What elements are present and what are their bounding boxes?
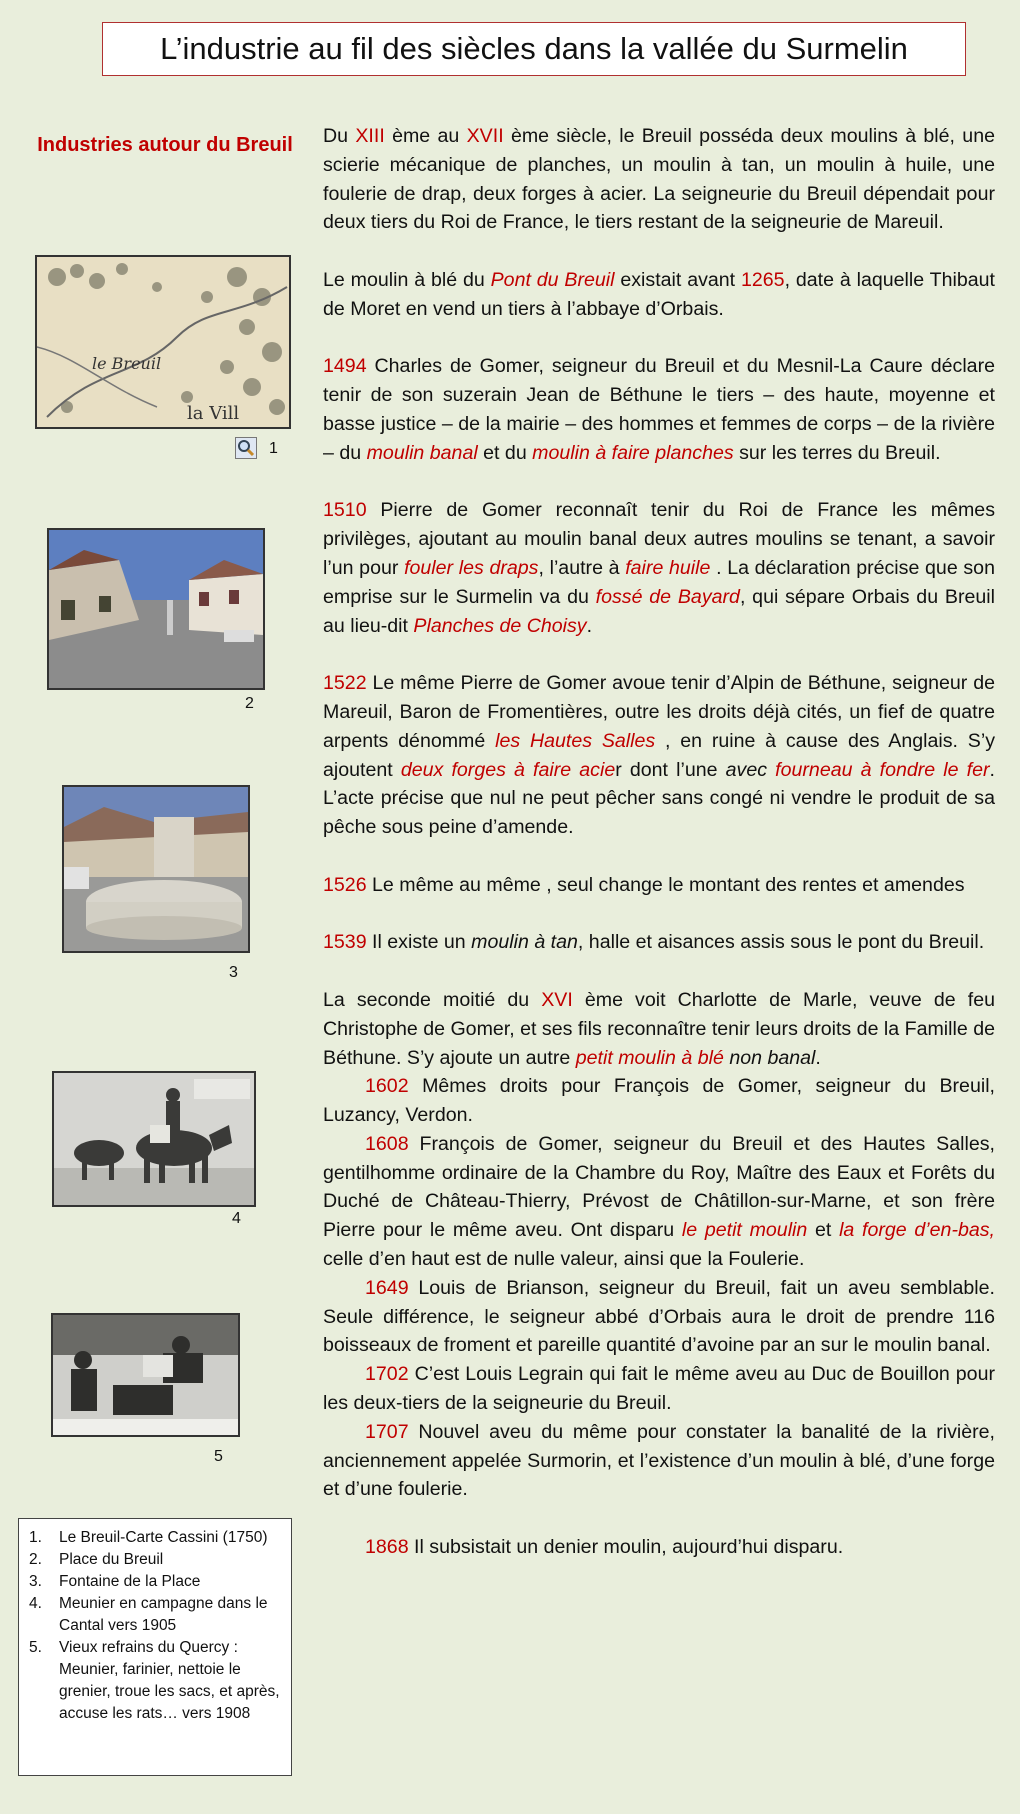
legend-number: 1. [29,1529,42,1546]
paragraph-1510 [323,496,995,640]
text-run: sur les terres du Breuil. [733,441,941,464]
text-run: , halle et aisances assis sous le pont du Breuil. [577,931,985,954]
highlighted-text: petit moulin à blé [575,1046,724,1069]
caption-5: 5 [214,1448,223,1465]
highlighted-text: XVII [466,125,504,147]
legend-number: 2. [29,1551,42,1568]
highlighted-text: moulin banal [366,441,478,464]
place-du-breuil-photo[interactable] [47,528,265,690]
text-run: , qui sépare Orbais du Breuil au lieu-dit [323,585,995,637]
highlighted-text: 1526 [323,873,367,896]
highlighted-text: 1602 [365,1075,409,1098]
legend-number: 4. [29,1595,42,1612]
legend-item [29,1571,283,1593]
highlighted-text: faire huile [625,556,711,579]
text-run: existait avant [614,268,741,291]
highlighted-text: moulin à faire planches [532,441,734,464]
legend-text: Le Breuil-Carte Cassini (1750) [59,1529,268,1546]
paragraph-1494 [323,352,995,467]
highlighted-text: 1522 [323,672,367,695]
text-run: et du [477,441,533,464]
highlighted-text: la forge d’en-bas, [839,1219,996,1242]
text-run: Louis de Brianson, seigneur du Breuil, fait un aveu semblable. Seule différence, le seigneur abbé d’Orbais aura le droit de prendre 116 boisseaux de froment et pareille quantité d’avoine par an sur le moulin banal. [323,1276,995,1357]
text-run: . L’acte précise que nul ne peut pêcher sans congé ni vendre le produit de sa pêche sous peine d’amende. [323,758,995,839]
highlighted-text: XIII [355,125,385,147]
text-run: , en ruine à cause des Anglais. S’y ajoutent [323,729,995,781]
caption-4: 4 [232,1210,241,1227]
legend-text: Meunier en campagne dans le Cantal vers 1905 [59,1595,268,1634]
cassini-map-image[interactable] [35,255,291,429]
highlighted-text: 1649 [365,1276,409,1299]
paragraph-1868 [323,1533,995,1562]
text-run: Il existe un [366,931,472,954]
text-run: Le moulin à blé du [323,268,491,291]
text-run: . [815,1046,821,1069]
text-run: r dont l’une [615,758,726,781]
meunier-cantal-photo[interactable] [52,1071,256,1207]
paragraph-1702 [323,1360,995,1418]
text-run: Du [323,125,356,147]
highlighted-text: Pont du Breuil [490,268,615,291]
text-run: . [586,614,593,637]
legend-number: 5. [29,1639,42,1656]
legend-item [29,1593,283,1637]
paragraph-1522 [323,669,995,842]
text-run: ème siècle, le Breuil posséda deux moulins à blé, une scierie mécanique de planches, un moulin à tan, un moulin à huile, une foulerie de drap, deux forges à acier. La seigneurie du Breuil dépendait pour deux tiers du Roi de France, le tiers restant de la seigneurie de Mareuil. [323,125,995,234]
legend-list [27,1527,283,1725]
history-text [323,122,995,1562]
text-run: ème voit Charlotte de Marle, veuve de feu Christophe de Gomer, et ses fils reconnaître tenir leurs droits de la Famille de Béthune. S’y ajoute un autre [323,988,995,1069]
highlighted-text: 1707 [365,1420,409,1443]
highlighted-text: non banal [729,1046,816,1069]
vieux-refrains-photo[interactable] [51,1313,240,1437]
highlighted-text: 1539 [323,931,367,954]
highlighted-text: XVI [541,988,573,1011]
svg-text:la Vill: la Vill [187,403,240,424]
legend-text: Place du Breuil [59,1551,164,1568]
text-run: Charles de Gomer, seigneur du Breuil et du Mesnil-La Caure déclare tenir de son suzerain Jean de Béthune le tiers – des haute, moyenne et basse justice – de la mairie – des hommes et femmes de corps – de la rivière – du [323,355,995,464]
text-run: celle d’en haut est de nulle valeur, ainsi que la Foulerie. [323,1248,805,1271]
highlighted-text: moulin à tan [471,931,578,954]
text-run: . La déclaration précise que son emprise sur le Surmelin va du [323,556,995,608]
text-run: Mêmes droits pour François de Gomer, seigneur du Breuil, Luzancy, Verdon. [323,1075,995,1127]
text-run: Pierre de Gomer reconnaît tenir du Roi de France les mêmes privilèges, ajoutant au moulin banal deux autres moulins se tenant, a savoir l’un pour [323,499,995,579]
paragraph-1649 [323,1274,995,1360]
text-run: Le même au même , seul change le montant des rentes et amendes [366,873,965,896]
highlighted-text: 1608 [365,1132,409,1155]
text-run: Nouvel aveu du même pour constater la banalité de la rivière, anciennement appelée Surmorin, et l’existence d’un moulin à blé, d’une forge et d’une foulerie. [323,1420,995,1501]
highlighted-text: deux forges à faire acie [400,758,616,781]
magnifier-icon[interactable] [235,437,257,459]
svg-text:le Breuil: le Breuil [92,354,162,373]
legend-text: Fontaine de la Place [59,1573,201,1590]
legend-number: 3. [29,1573,42,1590]
page-title: L’industrie au fil des siècles dans la vallée du Surmelin [102,22,966,76]
text-run: C’est Louis Legrain qui fait le même aveu au Duc de Bouillon pour les deux-tiers de la seigneurie du Breuil. [323,1363,995,1415]
legend-item [29,1637,283,1725]
highlighted-text: 1494 [323,355,367,378]
highlighted-text: 1702 [365,1363,409,1386]
highlighted-text: avec [725,758,776,781]
highlighted-text: fossé de Bayard [595,585,740,608]
paragraph-intro [323,122,995,237]
section-heading: Industries autour du Breuil [37,134,293,156]
highlighted-text: fouler les draps [404,556,539,579]
paragraph-1265 [323,266,995,324]
paragraph-1608 [323,1130,995,1274]
highlighted-text: 1510 [323,499,367,522]
paragraph-xvi [323,986,995,1072]
highlighted-text: 1868 [365,1536,409,1559]
paragraph-1526 [323,871,995,900]
text-run: Le même Pierre de Gomer avoue tenir d’Alpin de Béthune, seigneur de Mareuil, Baron de Fromentières, outre les droits déjà cités, un fief de quatre arpents dénommé [323,672,995,752]
text-run: François de Gomer, seigneur du Breuil et des Hautes Salles, gentilhomme ordinaire de la Chambre du Roy, Maître des Eaux et Forêts du Duché de Château-Thierry, Prévost de Châtillon-sur-Marne, et son frère Pierre pour le même aveu. Ont disparu [323,1132,995,1242]
caption-2: 2 [245,695,254,712]
highlighted-text: fourneau à fondre le fer [775,758,990,781]
caption-1: 1 [269,440,278,457]
paragraph-1707 [323,1418,995,1504]
text-run: et [807,1219,840,1242]
text-run: Il subsistait un denier moulin, aujourd’hui disparu. [408,1536,844,1559]
legend-item [29,1549,283,1571]
paragraph-1539 [323,928,995,957]
legend-item [29,1527,283,1549]
image-legend [18,1518,292,1776]
highlighted-text: 1265 [740,268,785,291]
fontaine-photo[interactable] [62,785,250,953]
highlighted-text: les Hautes Salles [495,729,656,752]
highlighted-text: Planches de Choisy [413,614,587,637]
caption-3: 3 [229,964,238,981]
text-run: ème au [384,125,467,147]
legend-text: Vieux refrains du Quercy : Meunier, farinier, nettoie le grenier, troue les sacs, et après, accuse les rats… vers 1908 [59,1639,280,1722]
text-run: , date à laquelle Thibaut de Moret en vend un tiers à l’abbaye d’Orbais. [323,268,995,320]
highlighted-text: le petit moulin [681,1219,808,1242]
text-run: La seconde moitié du [323,988,542,1011]
text-run: , l’autre à [538,556,626,579]
paragraph-1602 [323,1072,995,1130]
